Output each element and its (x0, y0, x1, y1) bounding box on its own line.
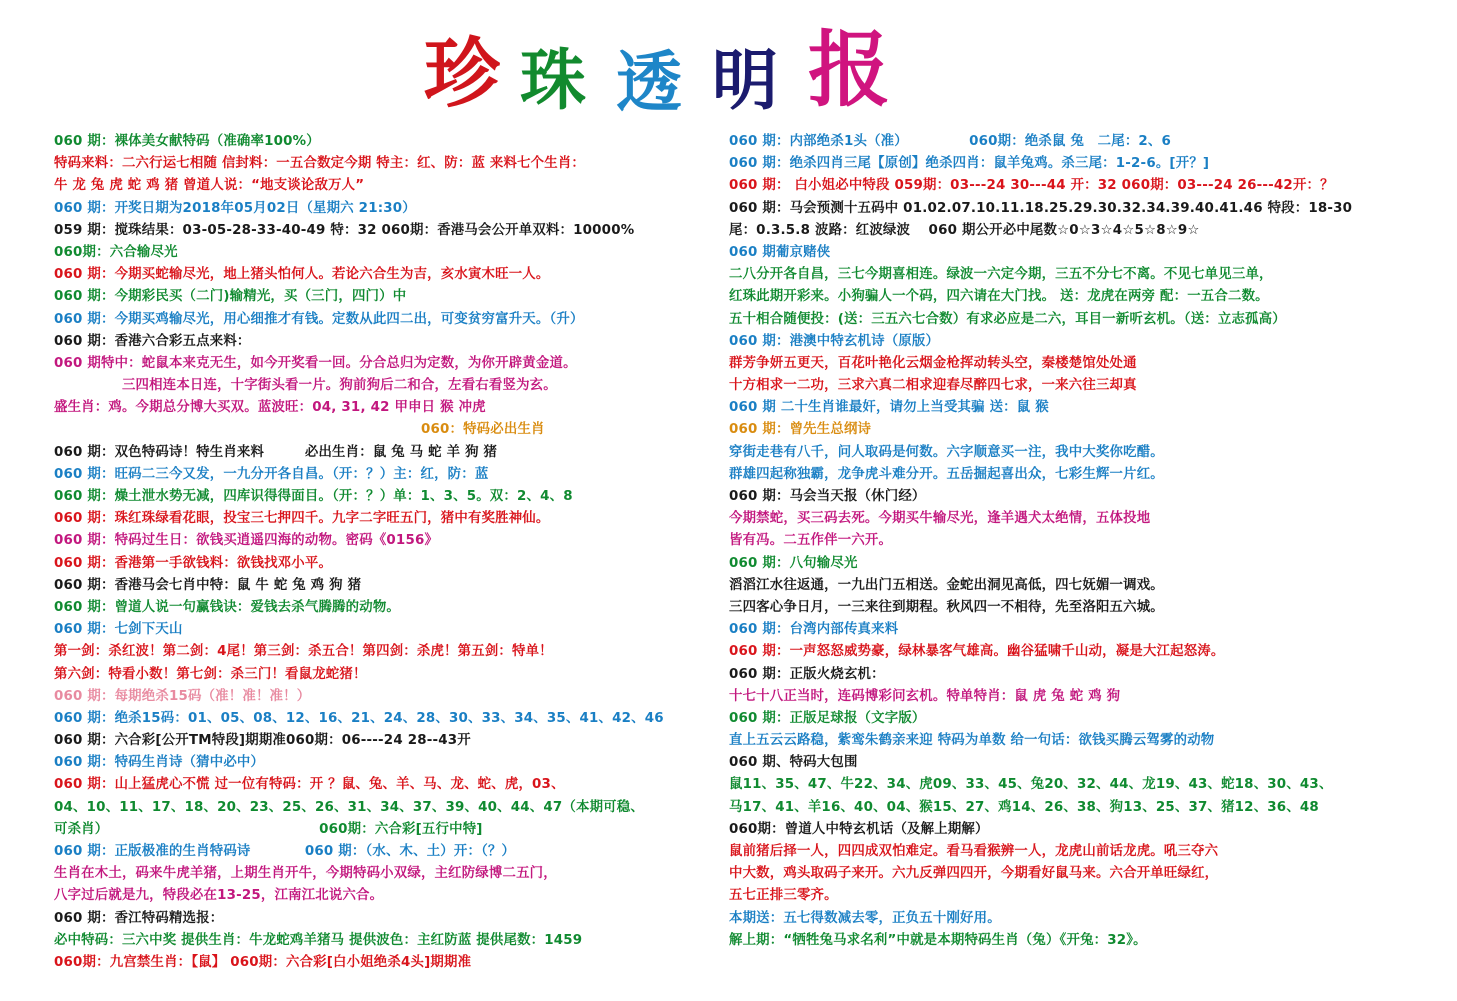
left-line: 060 期：特码过生日：欲钱买逍遥四海的动物。密码《0156》 (54, 533, 439, 549)
left-line: 060 期：今期彩民买（二门)输精光，买（三门，四门）中 (54, 289, 407, 305)
left-line: 060 期特中：蛇鼠本来克无生，如今开奖看一回。分合总归为定数，为你开辟黄金道。 (54, 355, 577, 371)
right-line: 群芳争妍五更天，百花叶艳化云烟金枪挥动转头空，秦楼楚馆处处通 (729, 355, 1137, 371)
right-line: 060期：曾道人中特玄机话（及解上期解） (729, 821, 989, 837)
title-char-3: 透 (616, 43, 682, 121)
left-column (54, 131, 694, 974)
left-line: 060 期：特码生肖诗（猜中必中） (54, 755, 265, 771)
left-line: 060 期：燥土泄水势无减，四库识得得面目。（开：？）单：1、3、5。双：2、4、8 (54, 489, 573, 504)
left-line: 060 期：今期买蛇输尽光，地上猪头怕何人。若论六合生为吉，亥水寅木旺一人。 (54, 267, 550, 283)
left-line: 060 期：今期买鸡输尽光，用心细推才有钱。定数从此四二出，可变贫穷富升天。（升） (54, 311, 584, 327)
title-char-4: 明 (712, 41, 778, 119)
left-line: 060 期：珠红珠绿看花眼，投宝三七押四千。九字二字旺五门，猪中有奖胜神仙。 (54, 511, 550, 527)
right-line: 直上五云云路稳，紫鸾朱鹤亲来迎 特码为单数 给一句话：欲钱买腾云驾雾的动物 (729, 733, 1215, 749)
left-line: 牛 龙 兔 虎 蛇 鸡 猪 曾道人说：“地支谈论敌万人” (54, 178, 365, 194)
right-line: 马17、41、羊16、40、04、猴15、27、鸡14、26、38、狗13、25、37、猪12、36、48 (729, 799, 1319, 815)
right-line: 滔滔江水往返通，一九出门五相送。金蛇出洞见高低，四七妩媚一调戏。 (729, 577, 1164, 593)
left-line: 060 期：正版极准的生肖特码诗 060 期：（水、木、土）开：（？） (54, 844, 516, 859)
right-line: 鼠前猪后择一人，四四成双怕难定。看马看猴辨一人，龙虎山前话龙虎。吼三夺六 (729, 844, 1219, 859)
right-line: 二八分开各自昌，三七今期喜相连。绿波一六定今期，三五不分七不离。不见七单见三单， (729, 267, 1273, 283)
left-line: 生肖在木土，码来牛虎羊猪，上期生肖开牛，今期特码小双绿，主红防绿博二五门， (54, 866, 557, 882)
left-line: 060：特码必出生肖 (54, 422, 545, 438)
right-line: 060 期：马会当天报（休门经） (729, 489, 926, 504)
left-line: 060 期：绝杀15码：01、05、08、12、16、21、24、28、30、33、34、35、41、42、46 (54, 710, 664, 726)
right-line: 060 期：曾先生总纲诗 (729, 422, 872, 438)
left-line: 060期：九宫禁生肖：【鼠】 060期：六合彩[白小姐绝杀4头]期期准 (54, 954, 472, 970)
left-line: 第一剑：杀红波！第二剑：4尾！第三剑：杀五合！第四剑：杀虎！第五剑：特单！ (54, 644, 553, 660)
left-line: 第六剑：特看小数！第七剑：杀三门！看鼠龙蛇猪！ (54, 666, 367, 682)
right-line: 解上期：“牺牲兔马求名利”中就是本期特码生肖（兔）《开兔：32》。 (729, 932, 1147, 948)
right-line: 皆有冯。二五作伴一六开。 (729, 533, 893, 549)
left-line: 盛生肖：鸡。今期总分博大买双。蓝波旺：04, 31, 42 甲申日 猴 冲虎 (54, 400, 486, 416)
right-line: 060 期：内部绝杀1头（准） 060期：绝杀鼠 兔 二尾：2、6 (729, 134, 1172, 149)
left-line: 060 期：山上猛虎心不慌 过一位有特码：开 ？鼠、兔、羊、马、龙、蛇、虎，03、 (54, 777, 565, 793)
right-line: 060 期： 白小姐必中特段 059期：03---24 30---44 开：32 060期：03---24 26---42开：？ (729, 178, 1334, 194)
right-line: 060 期：马会预测十五码中 01.02.07.10.11.18.25.29.30.32.34.39.40.41.46 特段：18-30 (729, 200, 1353, 216)
left-line: 059 期：搅珠结果：03-05-28-33-40-49 特：32 060期：香港马会公开单双料：10000% (54, 222, 635, 238)
left-line: 060 期：香港第一手欲钱料：欲钱找邓小平。 (54, 555, 333, 571)
title-char-5: 报 (808, 22, 891, 118)
right-line: 五十相合随便投：(送：三五六七合数）有求必应是二六，耳目一新听玄机。（送：立志孤高） (729, 311, 1286, 327)
right-line: 060 期：绝杀四肖三尾【原创】绝杀四肖：鼠羊兔鸡。杀三尾：1-2-6。[开？] (729, 156, 1210, 172)
left-line: 060 期：香港马会七肖中特：鼠 牛 蛇 兔 鸡 狗 猪 (54, 577, 362, 593)
left-line: 060 期：开奖日期为2018年05月02日（星期六 21:30） (54, 200, 416, 216)
right-line: 060 期：港澳中特玄机诗（原版） (729, 333, 940, 349)
left-line: 04、10、11、17、18、20、23、25、26、31、34、37、39、40、44、47（本期可稳、 (54, 799, 644, 815)
left-line: 060期：六合输尽光 (54, 244, 178, 260)
left-line: 特码来料：二六行运七相随 信封料：一五合数定今期 特主：红、防：蓝 来料七个生肖： (54, 156, 586, 172)
right-line: 060 期：正版足球报（文字版） (729, 710, 926, 726)
title-char-2: 珠 (520, 41, 586, 119)
right-line: 十方相求一二功，三求六真二相求迎春尽醉四七求，一来六往三却真 (729, 378, 1137, 394)
right-line: 060 期、特码大包围 (729, 755, 858, 771)
right-line: 060 期：八句输尽光 (729, 555, 858, 571)
right-column (729, 131, 1429, 952)
right-line: 中大数，鸡头取码子来开。六九反弹四四开，今期看好鼠马来。六合开单旺绿红， (729, 866, 1219, 882)
left-line: 060 期：旺码二三今又发，一九分开各自昌。（开：？）主：红，防：蓝 (54, 466, 489, 482)
right-line: 群雄四起称独霸，龙争虎斗难分开。五岳掘起喜出众，七彩生辉一片红。 (729, 466, 1164, 482)
right-line: 060 期：台湾内部传真来料 (729, 622, 899, 638)
right-line: 本期送：五七得数减去零，正负五十刚好用。 (729, 910, 1001, 926)
left-line: 060 期：六合彩[公开TM特段]期期准060期：06----24 28--43开 (54, 733, 471, 749)
right-line: 今期禁蛇，买三码去死。今期买牛输尽光，逢羊遇犬太绝情，五体投地 (729, 511, 1151, 527)
page-title (0, 22, 1457, 121)
right-line: 十七十八正当时，连码博彩问玄机。特单特肖：鼠 虎 兔 蛇 鸡 狗 (729, 688, 1121, 704)
right-line: 穿街走巷有八千，问人取码是何数。六字顺意买一注，我中大奖你吃醋。 (729, 444, 1164, 460)
left-line: 八字过后就是九，特段必在13-25，江南江北说六合。 (54, 888, 384, 904)
left-line: 可杀肖） 060期：六合彩[五行中特] (54, 821, 483, 837)
left-line: 060 期：香港六合彩五点来料： (54, 333, 251, 349)
left-line: 060 期：七剑下天山 (54, 622, 183, 638)
right-line: 060 期：一声怒怒威势豪，绿林暴客气雄高。幽谷猛啸千山动，凝是大江起怒涛。 (729, 644, 1225, 660)
left-line: 060 期：裸体美女献特码（准确率100%） (54, 134, 320, 149)
right-line: 红珠此期开彩来。小狗骗人一个码，四六请在大门找。 送：龙虎在两旁 配：一五合二数。 (729, 289, 1269, 305)
right-line: 三四客心争日月，一三来往到期程。秋风四一不相待，先至洛阳五六城。 (729, 599, 1164, 615)
right-line: 鼠11、35、47、牛22、34、虎09、33、45、兔20、32、44、龙19、43、蛇18、30、43、 (729, 777, 1333, 793)
left-line: 060 期：双色特码诗！特生肖来料 必出生肖：鼠 兔 马 蛇 羊 狗 猪 (54, 444, 498, 460)
left-line: 060 期：曾道人说一句赢钱诀：爱钱去杀气腾腾的动物。 (54, 599, 400, 615)
right-line: 尾：0.3.5.8 波路：红波绿波 060 期公开必中尾数☆0☆3☆4☆5☆8☆9☆ (729, 222, 1200, 238)
right-line: 060 期葡京赌侠 (729, 244, 831, 260)
left-line: 060 期：每期绝杀15码（准！准！准！） (54, 688, 311, 704)
left-line: 060 期：香江特码精选报： (54, 910, 224, 926)
title-char-1: 珍 (424, 29, 500, 118)
left-line: 必中特码：三六中奖 提供生肖：牛龙蛇鸡羊猪马 提供波色：主红防蓝 提供尾数：1459 (54, 932, 583, 948)
right-line: 五七正排三零齐。 (729, 888, 838, 904)
left-line: 三四相连本日连，十字街头看一片。狗前狗后二和合，左看右看竖为玄。 (54, 378, 557, 394)
right-line: 060 期：正版火烧玄机： (729, 666, 885, 682)
right-line: 060 期 二十生肖谁最奸，请勿上当受其骗 送：鼠 猴 (729, 400, 1049, 416)
